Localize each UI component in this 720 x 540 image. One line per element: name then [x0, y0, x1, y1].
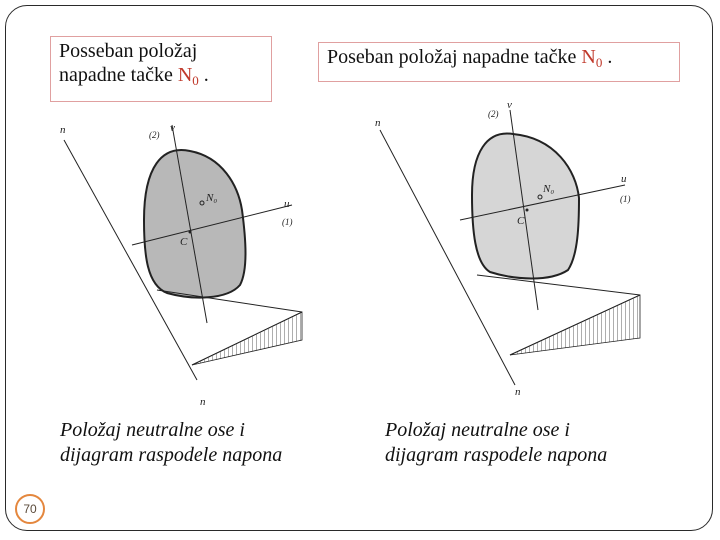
caption-right-line1: Položaj neutralne ose i: [385, 419, 570, 441]
title-left-line1: Posseban položaj: [59, 40, 198, 62]
stress-diagram-hatch: [510, 295, 640, 355]
label-1: (1): [620, 194, 631, 204]
label-c: C: [180, 236, 188, 248]
title-left-suffix: .: [198, 64, 209, 86]
label-n-top: n: [60, 124, 66, 136]
label-v: v: [507, 100, 512, 111]
label-c: C: [517, 215, 525, 227]
cross-section-figure-right: [365, 100, 655, 400]
caption-left-line2: dijagram raspodele napona: [60, 444, 283, 466]
label-n-bottom: n: [200, 396, 206, 408]
label-n-top: n: [375, 117, 381, 129]
caption-left: [60, 418, 330, 468]
page-number-badge: 70: [15, 494, 45, 524]
title-right-suffix: .: [602, 46, 613, 68]
title-right-prefix: Poseban položaj napadne tačke: [327, 46, 582, 68]
title-box-left: [50, 36, 272, 102]
label-v: v: [170, 122, 175, 134]
label-2: (2): [488, 109, 499, 119]
title-box-right: [318, 42, 680, 82]
label-n0: N₀: [543, 183, 555, 195]
cross-section-figure-left: [52, 115, 312, 410]
label-u: u: [284, 198, 290, 210]
title-right-point-letter: N: [581, 46, 596, 68]
centroid-marker: [526, 209, 529, 212]
label-u: u: [621, 173, 627, 185]
stress-diagram-hatch: [192, 312, 302, 365]
label-1: (1): [282, 217, 293, 227]
caption-right-line2: dijagram raspodele napona: [385, 444, 608, 466]
title-right-point: [581, 46, 602, 68]
title-left-point-sub: 0: [192, 73, 199, 88]
label-n-bottom: n: [515, 386, 521, 398]
cross-section-shape: [144, 150, 246, 297]
caption-right: [385, 418, 655, 468]
caption-left-line1: Položaj neutralne ose i: [60, 419, 245, 441]
title-left-prefix: napadne tačke: [59, 64, 178, 86]
title-left-point: [178, 64, 199, 86]
label-n0: N₀: [206, 192, 218, 204]
centroid-marker: [189, 231, 192, 234]
title-left-line2: [59, 63, 263, 93]
stress-diagram-baseline: [477, 275, 640, 295]
label-2: (2): [149, 130, 160, 140]
title-left-point-letter: N: [177, 64, 193, 86]
title-right-point-sub: 0: [595, 55, 603, 70]
